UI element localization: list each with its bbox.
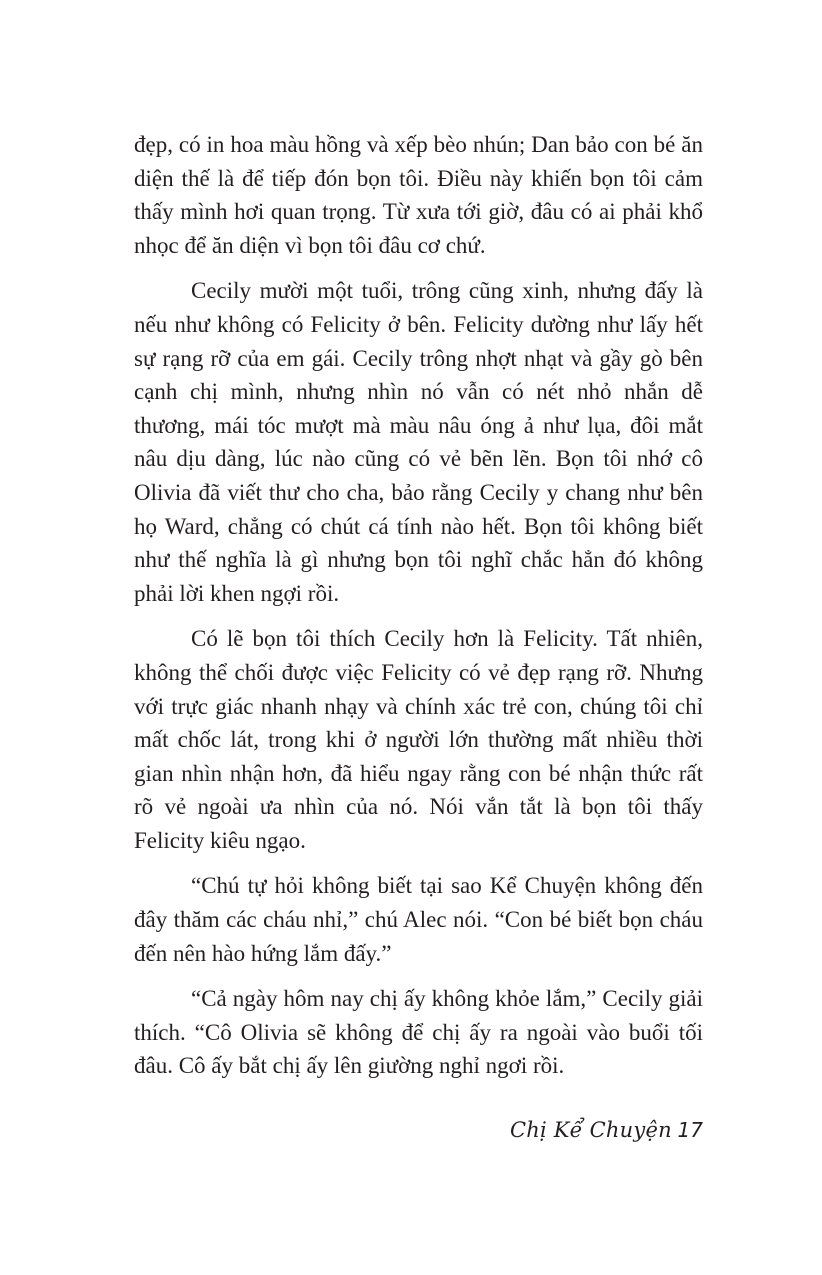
paragraph-4: “Chú tự hỏi không biết tại sao Kể Chuyện không đến đây thăm các cháu nhỉ,” chú Alec nói. “Con bé biết bọn cháu đến nên hào hứng lắm đấy.” [134,873,703,966]
paragraph-1: đẹp, có in hoa màu hồng và xếp bèo nhún; Dan bảo con bé ăn diện thế là để tiếp đón bọn tôi. Điều này khiến bọn tôi cảm thấy mình hơi quan trọng. Từ xưa tới giờ, đâu có ai phải khổ nhọc để ăn diện vì bọn tôi đâu cơ chứ. [134,132,703,258]
page-footer [510,1113,703,1147]
running-title: Chị Kể Chuyện [510,1118,672,1142]
paragraph-2: Cecily mười một tuổi, trông cũng xinh, nhưng đấy là nếu như không có Felicity ở bên. Felicity dường như lấy hết sự rạng rỡ của em gái. Cecily trông nhợt nhạt và gầy gò bên cạnh chị mình, nhưng nhìn nó vẫn có nét nhỏ nhắn dễ thương, mái tóc mượt mà màu nâu óng ả như lụa, đôi mắt nâu dịu dàng, lúc nào cũng có vẻ bẽn lẽn. Bọn tôi nhớ cô Olivia đã viết thư cho cha, bảo rằng Cecily y chang như bên họ Ward, chẳng có chút cá tính nào hết. Bọn tôi không biết như thế nghĩa là gì nhưng bọn tôi nghĩ chắc hẳn đó không phải lời khen ngợi rồi. [134,278,703,606]
paragraph-5: “Cả ngày hôm nay chị ấy không khỏe lắm,” Cecily giải thích. “Cô Olivia sẽ không để chị ấy ra ngoài vào buổi tối đâu. Cô ấy bắt chị ấy lên giường nghỉ ngơi rồi. [134,986,703,1079]
page-body [134,128,703,1095]
paragraph-3: Có lẽ bọn tôi thích Cecily hơn là Felicity. Tất nhiên, không thể chối được việc Felicity có vẻ đẹp rạng rỡ. Nhưng với trực giác nhanh nhạy và chính xác trẻ con, chúng tôi chỉ mất chốc lát, trong khi ở người lớn thường mất nhiều thời gian nhìn nhận hơn, đã hiểu ngay rằng con bé nhận thức rất rõ vẻ ngoài ưa nhìn của nó. Nói vắn tắt là bọn tôi thấy Felicity kiêu ngạo. [134,626,703,853]
page-number: 17 [677,1118,703,1142]
